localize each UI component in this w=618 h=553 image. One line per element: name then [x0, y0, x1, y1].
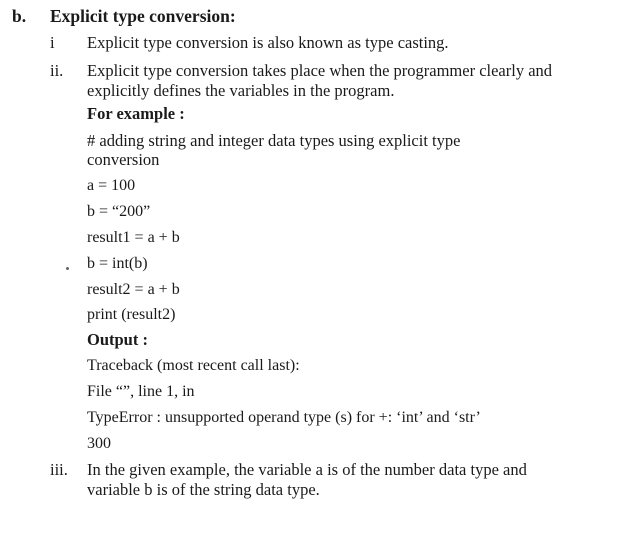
stray-mark	[66, 267, 69, 270]
output-line: TypeError : unsupported operand type (s) for +: ‘int’ and ‘str’	[87, 409, 481, 426]
code-line: a = 100	[87, 177, 136, 194]
point-number: ii.	[50, 61, 64, 80]
output-label: Output :	[87, 330, 148, 349]
point-text: Explicit type conversion is also known as type casting.	[87, 33, 449, 52]
output-line: 300	[87, 435, 111, 452]
code-line: b = “200”	[87, 203, 151, 220]
code-line: print (result2)	[87, 306, 176, 323]
output-line: File “”, line 1, in	[87, 383, 195, 400]
output-line: Traceback (most recent call last):	[87, 357, 300, 374]
section-title: Explicit type conversion:	[50, 6, 236, 26]
point-number: i	[50, 33, 55, 52]
code-line: result2 = a + b	[87, 281, 180, 298]
code-line: result1 = a + b	[87, 229, 180, 246]
point-number: iii.	[50, 460, 68, 479]
example-comment-line-2: conversion	[87, 150, 160, 169]
example-label: For example :	[87, 104, 185, 123]
example-comment-line-1: # adding string and integer data types using explicit type	[87, 131, 461, 150]
section-marker: b.	[12, 6, 27, 26]
point-text: Explicit type conversion takes place when the programmer clearly and explicitly defines the variables in the program.	[87, 61, 553, 100]
point-text: In the given example, the variable a is of the number data type and variable b is of the string data type.	[87, 460, 527, 499]
section-heading	[12, 6, 236, 27]
code-line: b = int(b)	[87, 255, 148, 272]
